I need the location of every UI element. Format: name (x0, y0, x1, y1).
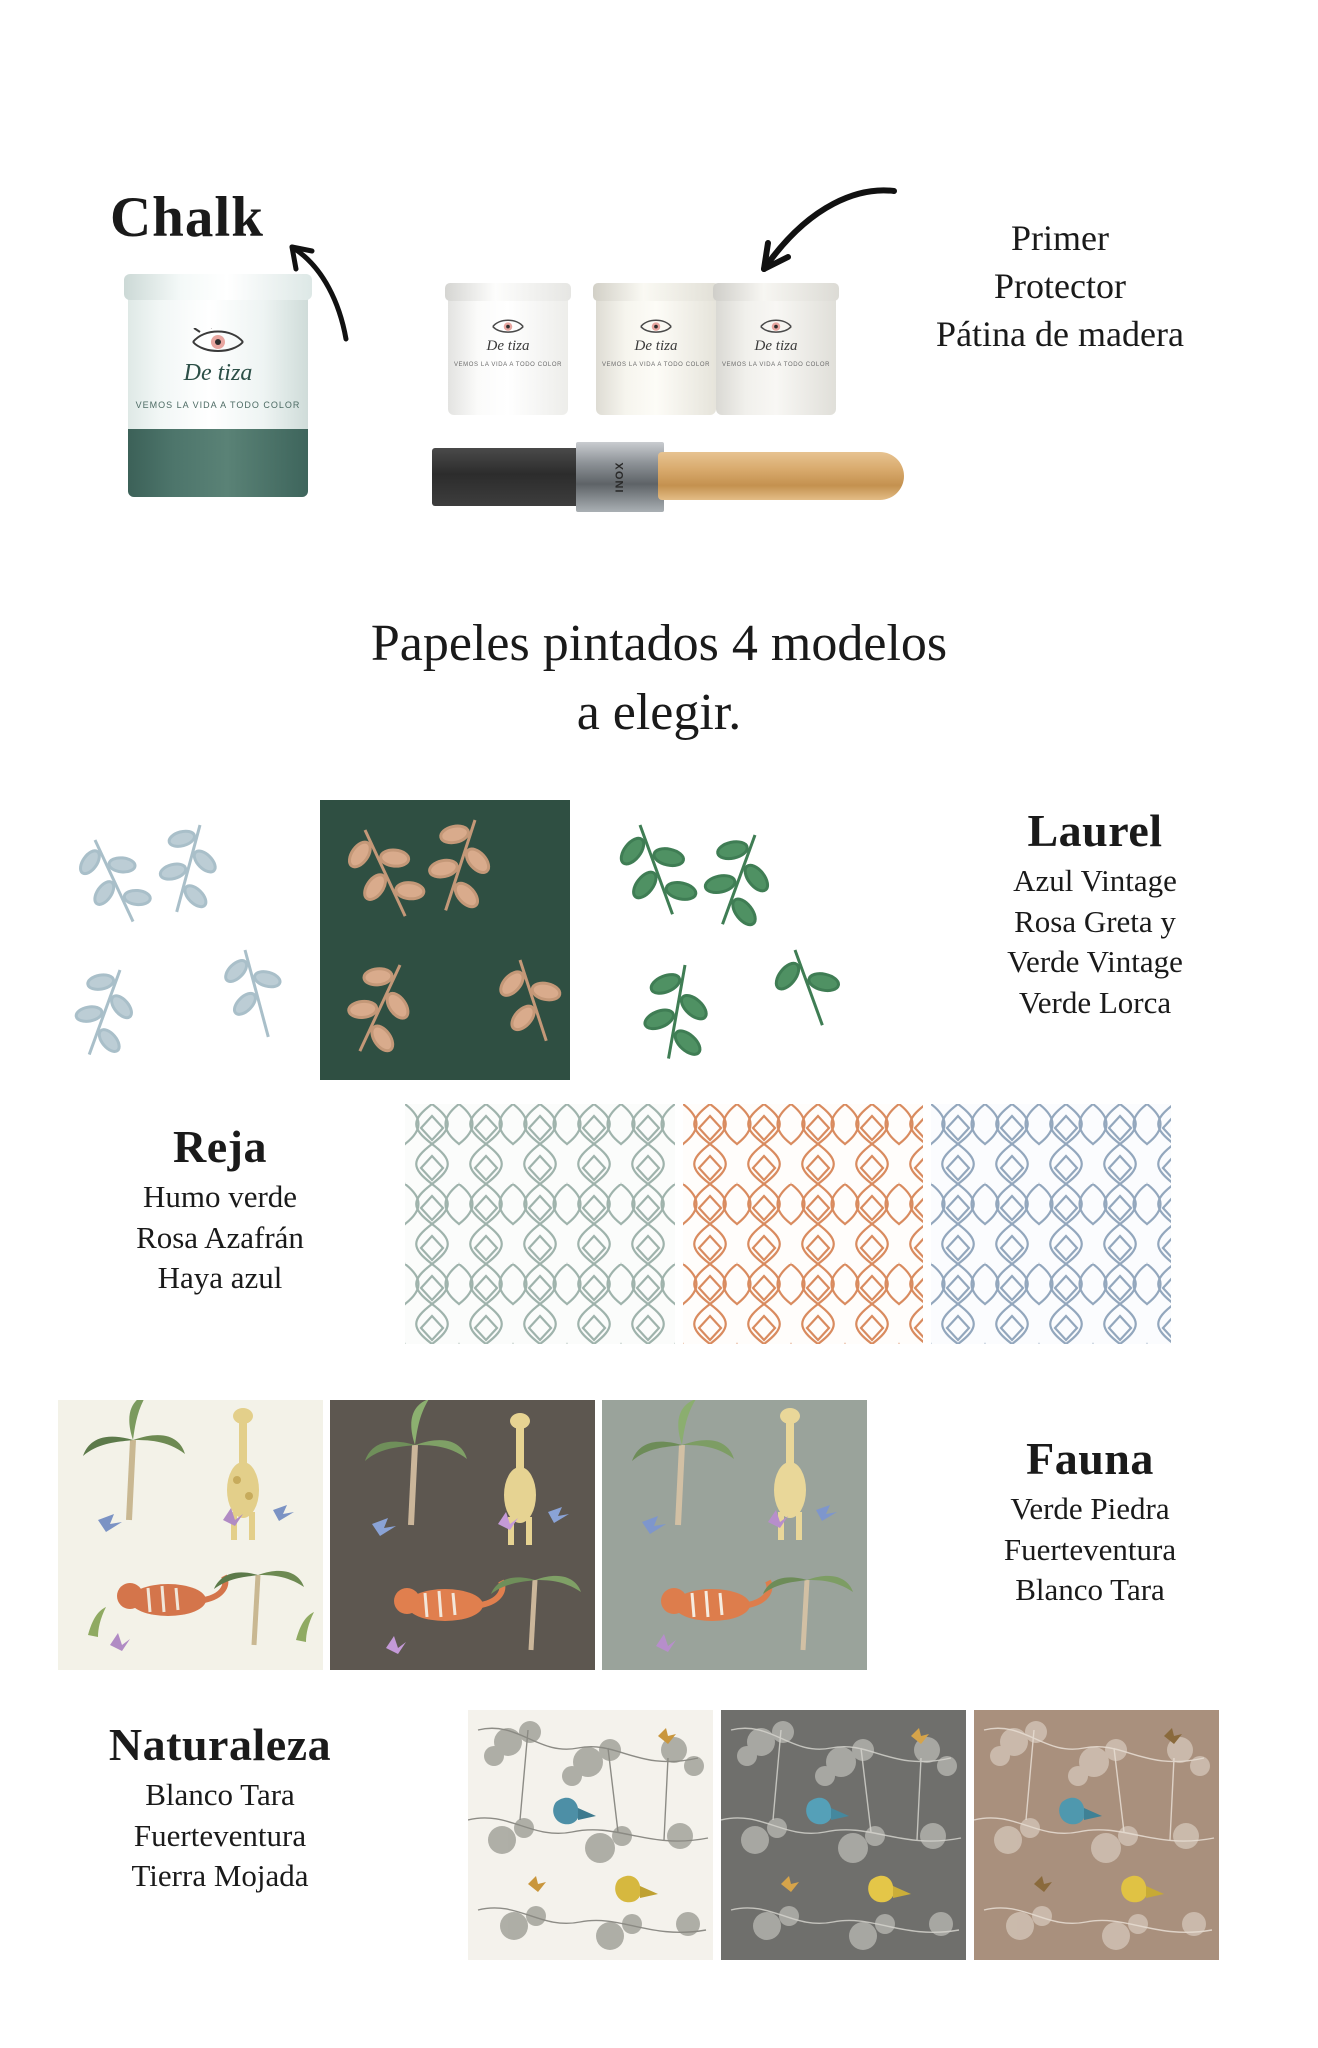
arrow-to-primer-icon (740, 185, 900, 285)
tin-brand-name: De tiza (486, 338, 530, 354)
page-title-line-1: Papeles pintados 4 modelos (370, 615, 948, 672)
group-line: Fuerteventura (133, 1817, 307, 1853)
eye-logo-icon (759, 318, 793, 334)
swatch-fauna-verde-piedra[interactable] (602, 1400, 867, 1670)
tin-lid (593, 283, 719, 301)
swatch-naturaleza-fuerteventura[interactable] (721, 1710, 966, 1960)
swatch-reja-rosa-azafran[interactable] (683, 1104, 923, 1344)
group-lines-laurel (910, 861, 1280, 1025)
swatch-laurel-verde-lorca[interactable] (590, 800, 840, 1080)
group-line: Blanco Tara (145, 1776, 295, 1812)
group-line: Verde Lorca (1018, 985, 1172, 1021)
tin-color-band (128, 429, 308, 497)
paint-tin-small-primer (448, 290, 568, 415)
group-title-laurel: Laurel (1027, 805, 1163, 856)
group-label-naturaleza (20, 1720, 420, 1897)
brush-handle (658, 452, 904, 500)
tin-lid (445, 283, 571, 301)
primer-text-3: Pátina de madera (936, 313, 1184, 354)
group-line: Azul Vintage (1013, 862, 1177, 898)
brush-bristles (432, 448, 580, 506)
swatch-laurel-verde-vintage[interactable] (320, 800, 570, 1080)
swatch-fauna-fuerteventura[interactable] (330, 1400, 595, 1670)
chalk-paint-tin-large (128, 282, 308, 497)
page-title-line-2: a elegir. (576, 683, 742, 741)
swatch-naturaleza-blanco-tara[interactable] (468, 1710, 713, 1960)
eye-logo-icon (491, 318, 525, 334)
group-line: Rosa Greta y (1014, 903, 1176, 939)
primer-label-block (880, 215, 1240, 359)
group-line: Blanco Tara (1015, 1572, 1165, 1608)
tin-tagline: VEMOS LA VIDA A TODO COLOR (453, 362, 563, 368)
group-lines-reja (40, 1177, 400, 1300)
tin-brand-name: De tiza (183, 360, 253, 386)
group-lines-naturaleza (20, 1775, 420, 1898)
swatch-naturaleza-tierra-mojada[interactable] (974, 1710, 1219, 1960)
tin-tagline: VEMOS LA VIDA A TODO COLOR (135, 400, 301, 410)
swatch-reja-haya-azul[interactable] (931, 1104, 1171, 1344)
eye-logo-icon (190, 328, 246, 354)
group-line: Haya azul (157, 1260, 283, 1296)
group-line: Verde Piedra (1010, 1490, 1170, 1526)
page-title (0, 610, 1318, 747)
wallpaper-row-naturaleza (0, 1710, 1318, 1960)
group-lines-fauna (900, 1489, 1280, 1612)
group-line: Verde Vintage (1007, 944, 1183, 980)
tin-brand-name: De tiza (754, 338, 798, 354)
group-label-laurel (910, 806, 1280, 1024)
tin-tagline: VEMOS LA VIDA A TODO COLOR (601, 362, 711, 368)
group-title-reja: Reja (173, 1121, 267, 1172)
swatch-reja-humo-verde[interactable] (405, 1104, 675, 1344)
group-line: Fuerteventura (1003, 1531, 1177, 1567)
swatch-fauna-blanco-tara[interactable] (58, 1400, 323, 1670)
wallpaper-row-reja (0, 1104, 1318, 1344)
tin-brand-name: De tiza (634, 338, 678, 354)
group-label-fauna (900, 1434, 1280, 1611)
primer-text-1: Primer (1011, 218, 1109, 258)
wallpaper-row-laurel (0, 800, 1318, 1080)
paint-tin-small-protector (596, 290, 716, 415)
brush-ferrule (576, 442, 664, 512)
tin-lid (124, 274, 312, 300)
wallpaper-row-fauna (0, 1400, 1318, 1670)
group-title-fauna: Fauna (1026, 1433, 1154, 1484)
eye-logo-icon (639, 318, 673, 334)
product-section (0, 0, 1318, 600)
chalk-label: Chalk (110, 186, 264, 249)
paint-tin-small-patina (716, 290, 836, 415)
group-label-reja (40, 1122, 400, 1299)
brush-ferrule-label: INOX (614, 461, 626, 493)
paint-brush (432, 440, 902, 520)
tin-lid (713, 283, 839, 301)
tin-tagline: VEMOS LA VIDA A TODO COLOR (721, 362, 831, 368)
group-line: Humo verde (142, 1178, 298, 1214)
primer-text-2: Protector (994, 265, 1126, 306)
group-title-naturaleza: Naturaleza (108, 1719, 332, 1770)
swatch-laurel-azul-vintage[interactable] (50, 800, 300, 1080)
group-line: Rosa Azafrán (136, 1219, 304, 1255)
group-line: Tierra Mojada (131, 1858, 309, 1894)
